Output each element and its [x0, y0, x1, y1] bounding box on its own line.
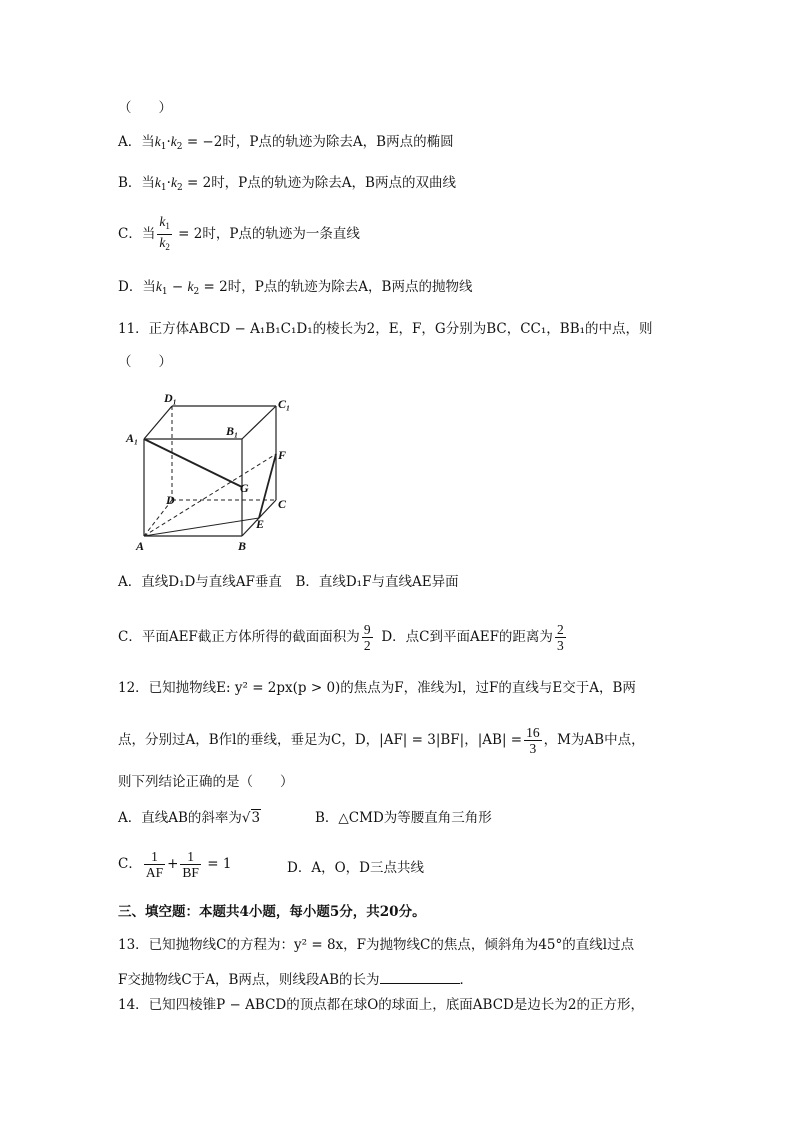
label-D: D — [166, 493, 175, 507]
q11-options-cd: C．平面AEF截正方体所得的截面面积为 $\frac{9}{2}$ D．点C到平面AEF的距离为 $\frac{2}{3}$ — [118, 622, 564, 653]
label-G: G — [240, 481, 249, 495]
answer-blank[interactable] — [380, 969, 460, 984]
q12-option-d: D．A，O，D三点共线 — [287, 860, 424, 876]
label-A: A — [136, 539, 145, 553]
label-E: E — [256, 517, 265, 531]
label-A1: A₁ — [126, 431, 139, 445]
label-B1: B₁ — [226, 424, 239, 438]
q10-option-d: D．当$k_1 - k_2 = 2$时，P点的轨迹为除去A，B两点的抛物线 — [118, 279, 473, 297]
q10-option-b: B．当$k_1\cdot k_2 = 2$时，P点的轨迹为除去A，B两点的双曲线 — [118, 175, 456, 193]
label-D1: D₁ — [164, 391, 177, 405]
q10-stem-tail: （ ） — [118, 100, 172, 116]
q12-line1: 12．已知抛物线E: y² = 2px(p > 0)的焦点为F，准线为l，过F的直线与E交于A，B两 — [118, 680, 636, 696]
q12-line3: 则下列结论正确的是（ ） — [118, 774, 294, 790]
q14-line1: 14．已知四棱锥P − ABCD的顶点都在球O的球面上，底面ABCD是边长为2的正方形， — [118, 997, 644, 1013]
q12-options-ab: A．直线AB的斜率为√3 — [118, 810, 261, 826]
cube-figure — [118, 388, 318, 560]
q12-line2: 点，分别过A，B作l的垂线，垂足为C，D，|AF| = 3|BF|，|AB| = $\frac{16}{3}$ ，M为AB中点， — [118, 725, 645, 756]
q12-option-b: B．△CMD为等腰直角三角形 — [315, 810, 492, 826]
q10-option-c: C．当 $\frac{k_1}{k_2}$ = 2时，P点的轨迹为一条直线 — [118, 214, 360, 252]
q11-options-ab: A．直线D₁D与直线AF垂直 B．直线D₁F与直线AE异面 — [118, 574, 459, 590]
q11-stem: 11．正方体ABCD − A₁B₁C₁D₁的棱长为2，E，F，G分别为BC，CC₁，BB₁的中点，则 — [118, 321, 653, 337]
q13-line1: 13．已知抛物线C的方程为：y² = 8x，F为抛物线C的焦点，倾斜角为45°的直线l过点 — [118, 937, 635, 953]
label-C: C — [278, 497, 287, 511]
section-heading: 三、填空题：本题共4小题，每小题5分，共20分。 — [118, 904, 426, 920]
q10-option-a: A．当$k_1\cdot k_2 = -2$时，P点的轨迹为除去A，B两点的椭圆 — [118, 134, 454, 152]
label-B: B — [238, 539, 247, 553]
q13-line2: F交抛物线C于A，B两点，则线段AB的长为 ． — [118, 969, 473, 990]
q12-option-c: C． $\frac{1}{AF}$ + $\frac{1}{BF}$ = 1 — [118, 849, 232, 880]
label-C1: C₁ — [278, 397, 291, 411]
q11-stem-tail: （ ） — [118, 354, 172, 370]
label-F: F — [278, 448, 287, 462]
